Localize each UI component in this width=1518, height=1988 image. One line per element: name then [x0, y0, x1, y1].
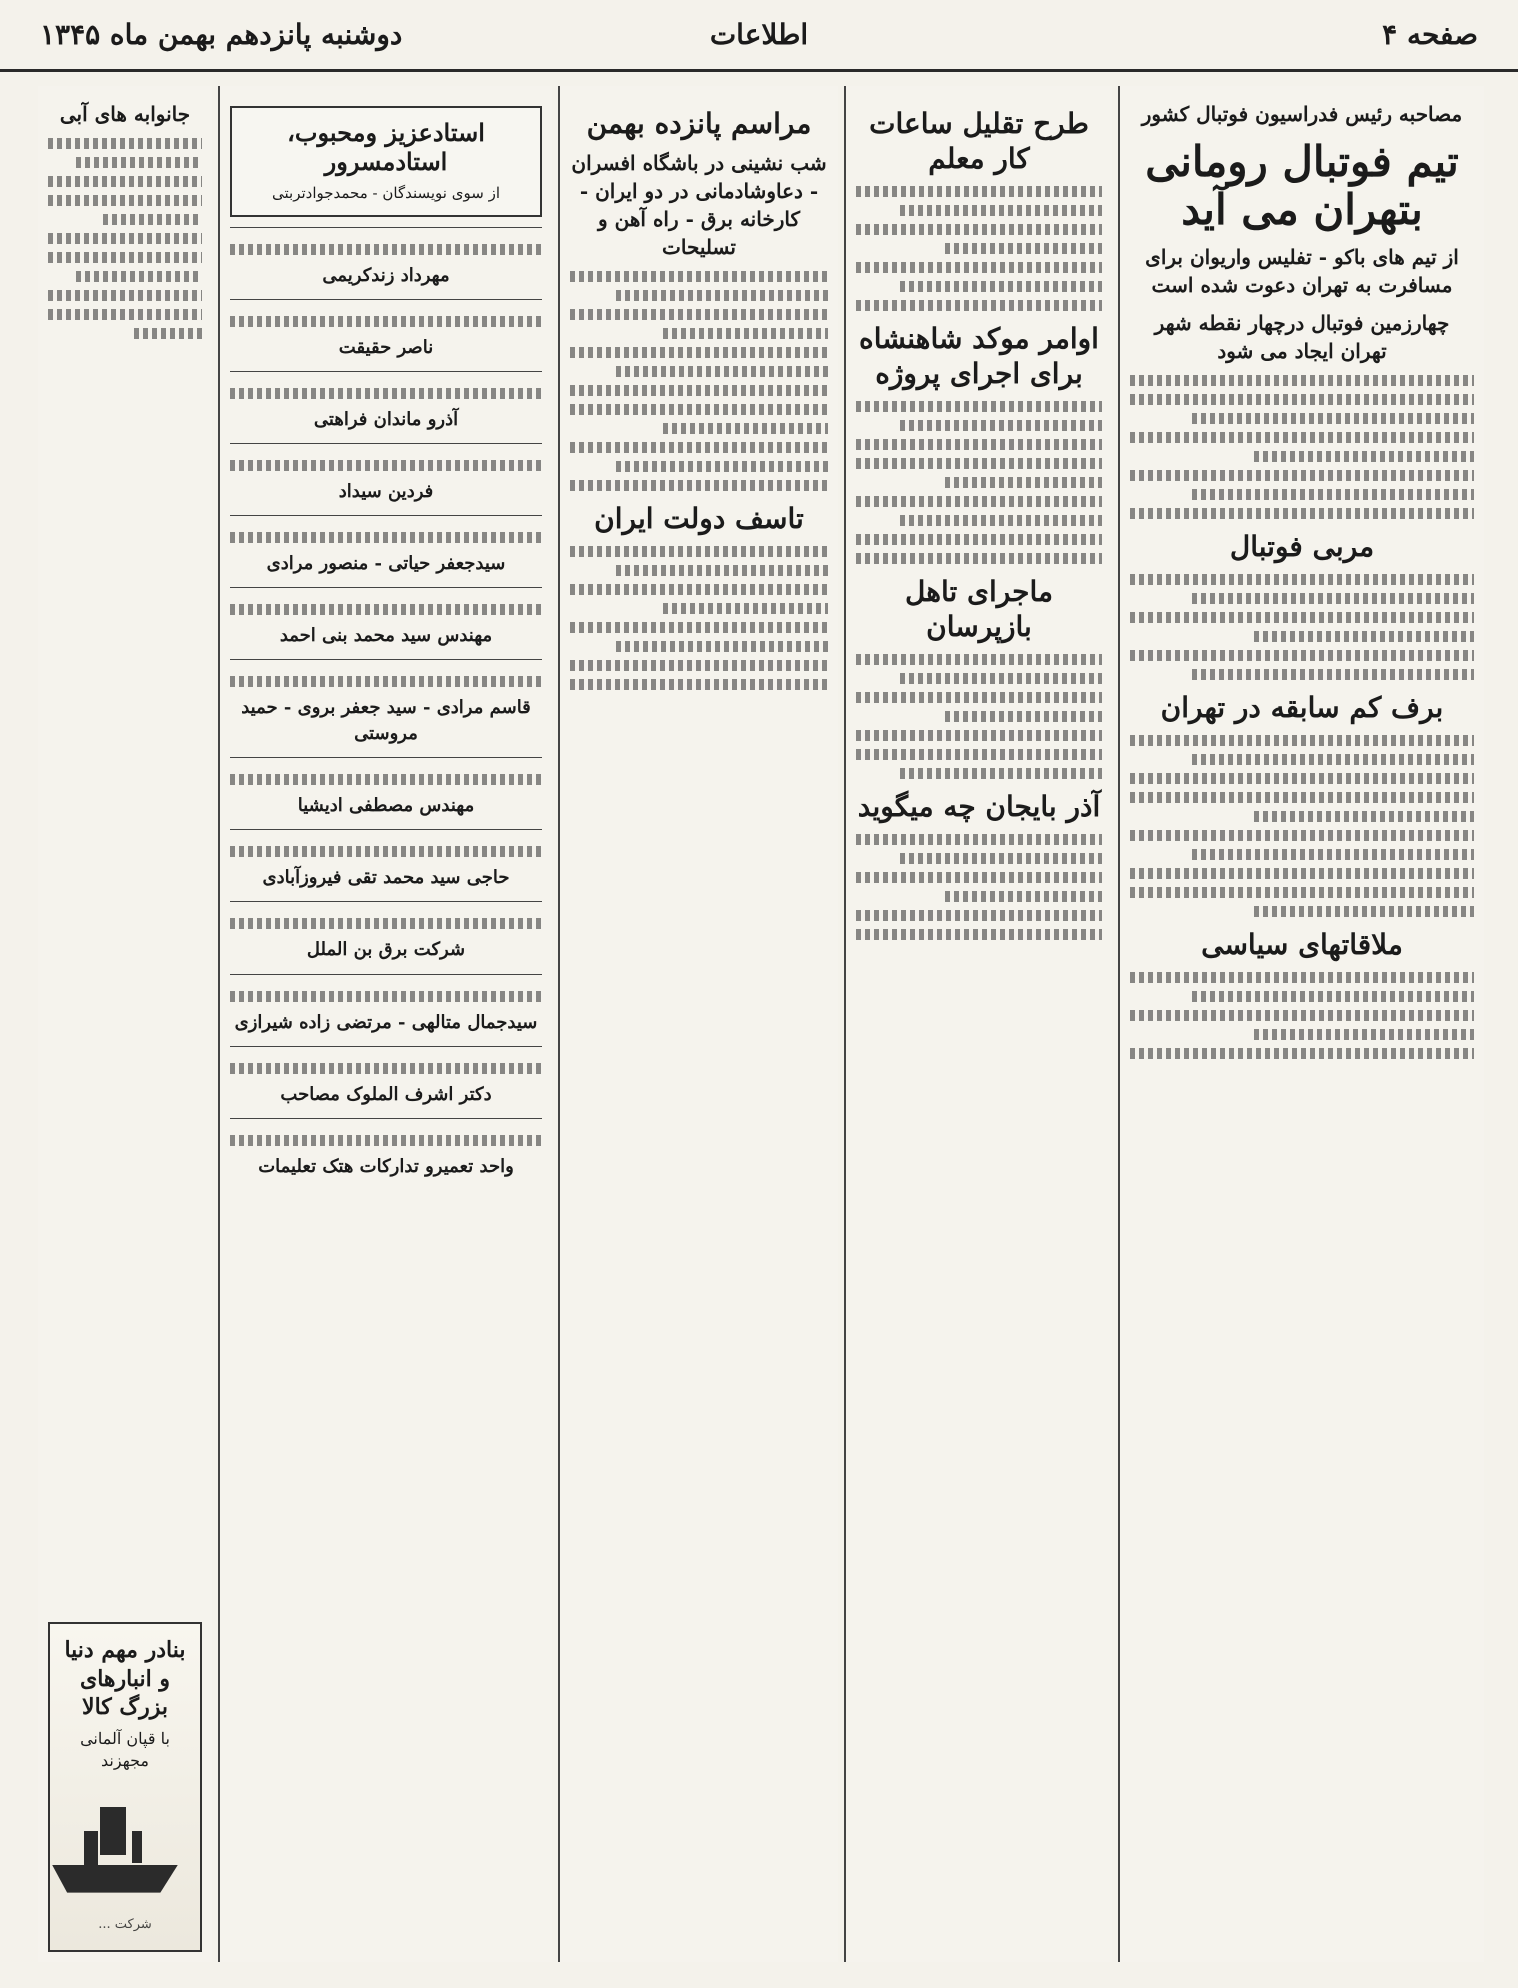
ad-title: بنادر مهم دنیا و انبارهای بزرگ کالا [64, 1637, 186, 1721]
column-3 [558, 86, 838, 1962]
column-5 [38, 86, 212, 1962]
article-body-3 [1130, 735, 1474, 917]
notice-12: دکتر اشرف الملوک مصاحب [230, 1046, 542, 1118]
column-2-body-4 [856, 834, 1102, 940]
featured-notice-title: استادعزیز ومحبوب، استادمسرور [287, 118, 485, 176]
notice-5: سیدجعفر حیاتی - منصور مرادی [230, 515, 542, 587]
notice-1: مهرداد زندکریمی [230, 227, 542, 299]
section-title-political-meetings: ملاقاتهای سیاسی [1201, 927, 1403, 961]
page-number: صفحه ۴ [1382, 18, 1478, 51]
section-title-snow: برف کم سابقه در تهران [1160, 690, 1444, 724]
featured-notice-subtitle: از سوی نویسندگان - محمدجوادتربتی [271, 184, 500, 202]
iran-government-regret-title: تاسف دولت ایران [594, 502, 804, 535]
inspectors-marriage-title: ماجرای تاهل بازپرسان [904, 575, 1054, 643]
newspaper-title: اطلاعات [709, 18, 809, 51]
column-2-body-3 [856, 654, 1102, 779]
fifteen-bahman-title: مراسم پانزده بهمن [586, 107, 812, 140]
royal-order-title: اوامر موکد شاهنشاه برای اجرای پروژه [859, 322, 1099, 390]
featured-notice [230, 106, 542, 217]
column-3-body-2 [570, 546, 828, 690]
notice-7: قاسم مرادی - سید جعفر بروی - حمید مروستی [230, 659, 542, 757]
notice-9: حاجی سید محمد تقی فیروزآبادی [230, 829, 542, 901]
column-2-body-2 [856, 401, 1102, 564]
article-body-2 [1130, 574, 1474, 680]
subhead-1: از تیم های باکو - تفلیس واریوان برای مسافرت به تهران دعوت شده است [1145, 244, 1459, 297]
notice-3: آذرو ماندان فراهتی [230, 371, 542, 443]
date-line: دوشنبه پانزدهم بهمن ماه ۱۳۴۵ [40, 18, 403, 51]
notice-4: فردین سیداد [230, 443, 542, 515]
notice-6: مهندس سید محمد بنی احمد [230, 587, 542, 659]
column-4 [218, 86, 552, 1962]
subhead-2: چهارزمین فوتبال درچهار نقطه شهر تهران ایجاد می شود [1154, 310, 1450, 363]
azarbaijan-title: آذر بایجان چه میگوید [857, 790, 1101, 823]
notice-2: ناصر حقیقت [230, 299, 542, 371]
main-headline: تیم فوتبال رومانی بتهران می آید [1145, 137, 1459, 235]
top-label: جانوابه های آبی [59, 102, 191, 126]
ad-footer: شرکت ... [98, 1916, 152, 1932]
ship-illustration-icon [40, 1791, 190, 1911]
columns [38, 86, 1484, 1962]
ad-subtitle: با قپان آلمانی مجهزند [80, 1728, 170, 1771]
industrial-advertisement [48, 1622, 202, 1952]
headline-top: مصاحبه رئیس فدراسیون فوتبال کشور [1141, 102, 1463, 126]
column-5-body [48, 138, 202, 339]
column-1 [1118, 86, 1484, 1962]
notice-13: واحد تعمیرو تدارکات هتک تعلیمات [230, 1118, 542, 1190]
column-3-body-1 [570, 271, 828, 491]
masthead [0, 0, 1518, 72]
column-2 [844, 86, 1112, 1962]
column-2-body-1 [856, 186, 1102, 311]
notice-11: سیدجمال متالهی - مرتضی زاده شیرازی [230, 974, 542, 1046]
section-title-coach: مربی فوتبال [1229, 529, 1375, 563]
teacher-hours-title: طرح تقلیل ساعات کار معلم [869, 107, 1089, 175]
notice-10: شرکت برق بن الملل [230, 901, 542, 973]
notice-8: مهندس مصطفی ادیشیا [230, 757, 542, 829]
article-body-4 [1130, 972, 1474, 1059]
fifteen-bahman-subtitle: شب نشینی در باشگاه افسران - دعاوشادمانی در دو ایران - کارخانه برق - راه آهن و تسلیحات [571, 151, 827, 259]
article-body-1 [1130, 375, 1474, 519]
